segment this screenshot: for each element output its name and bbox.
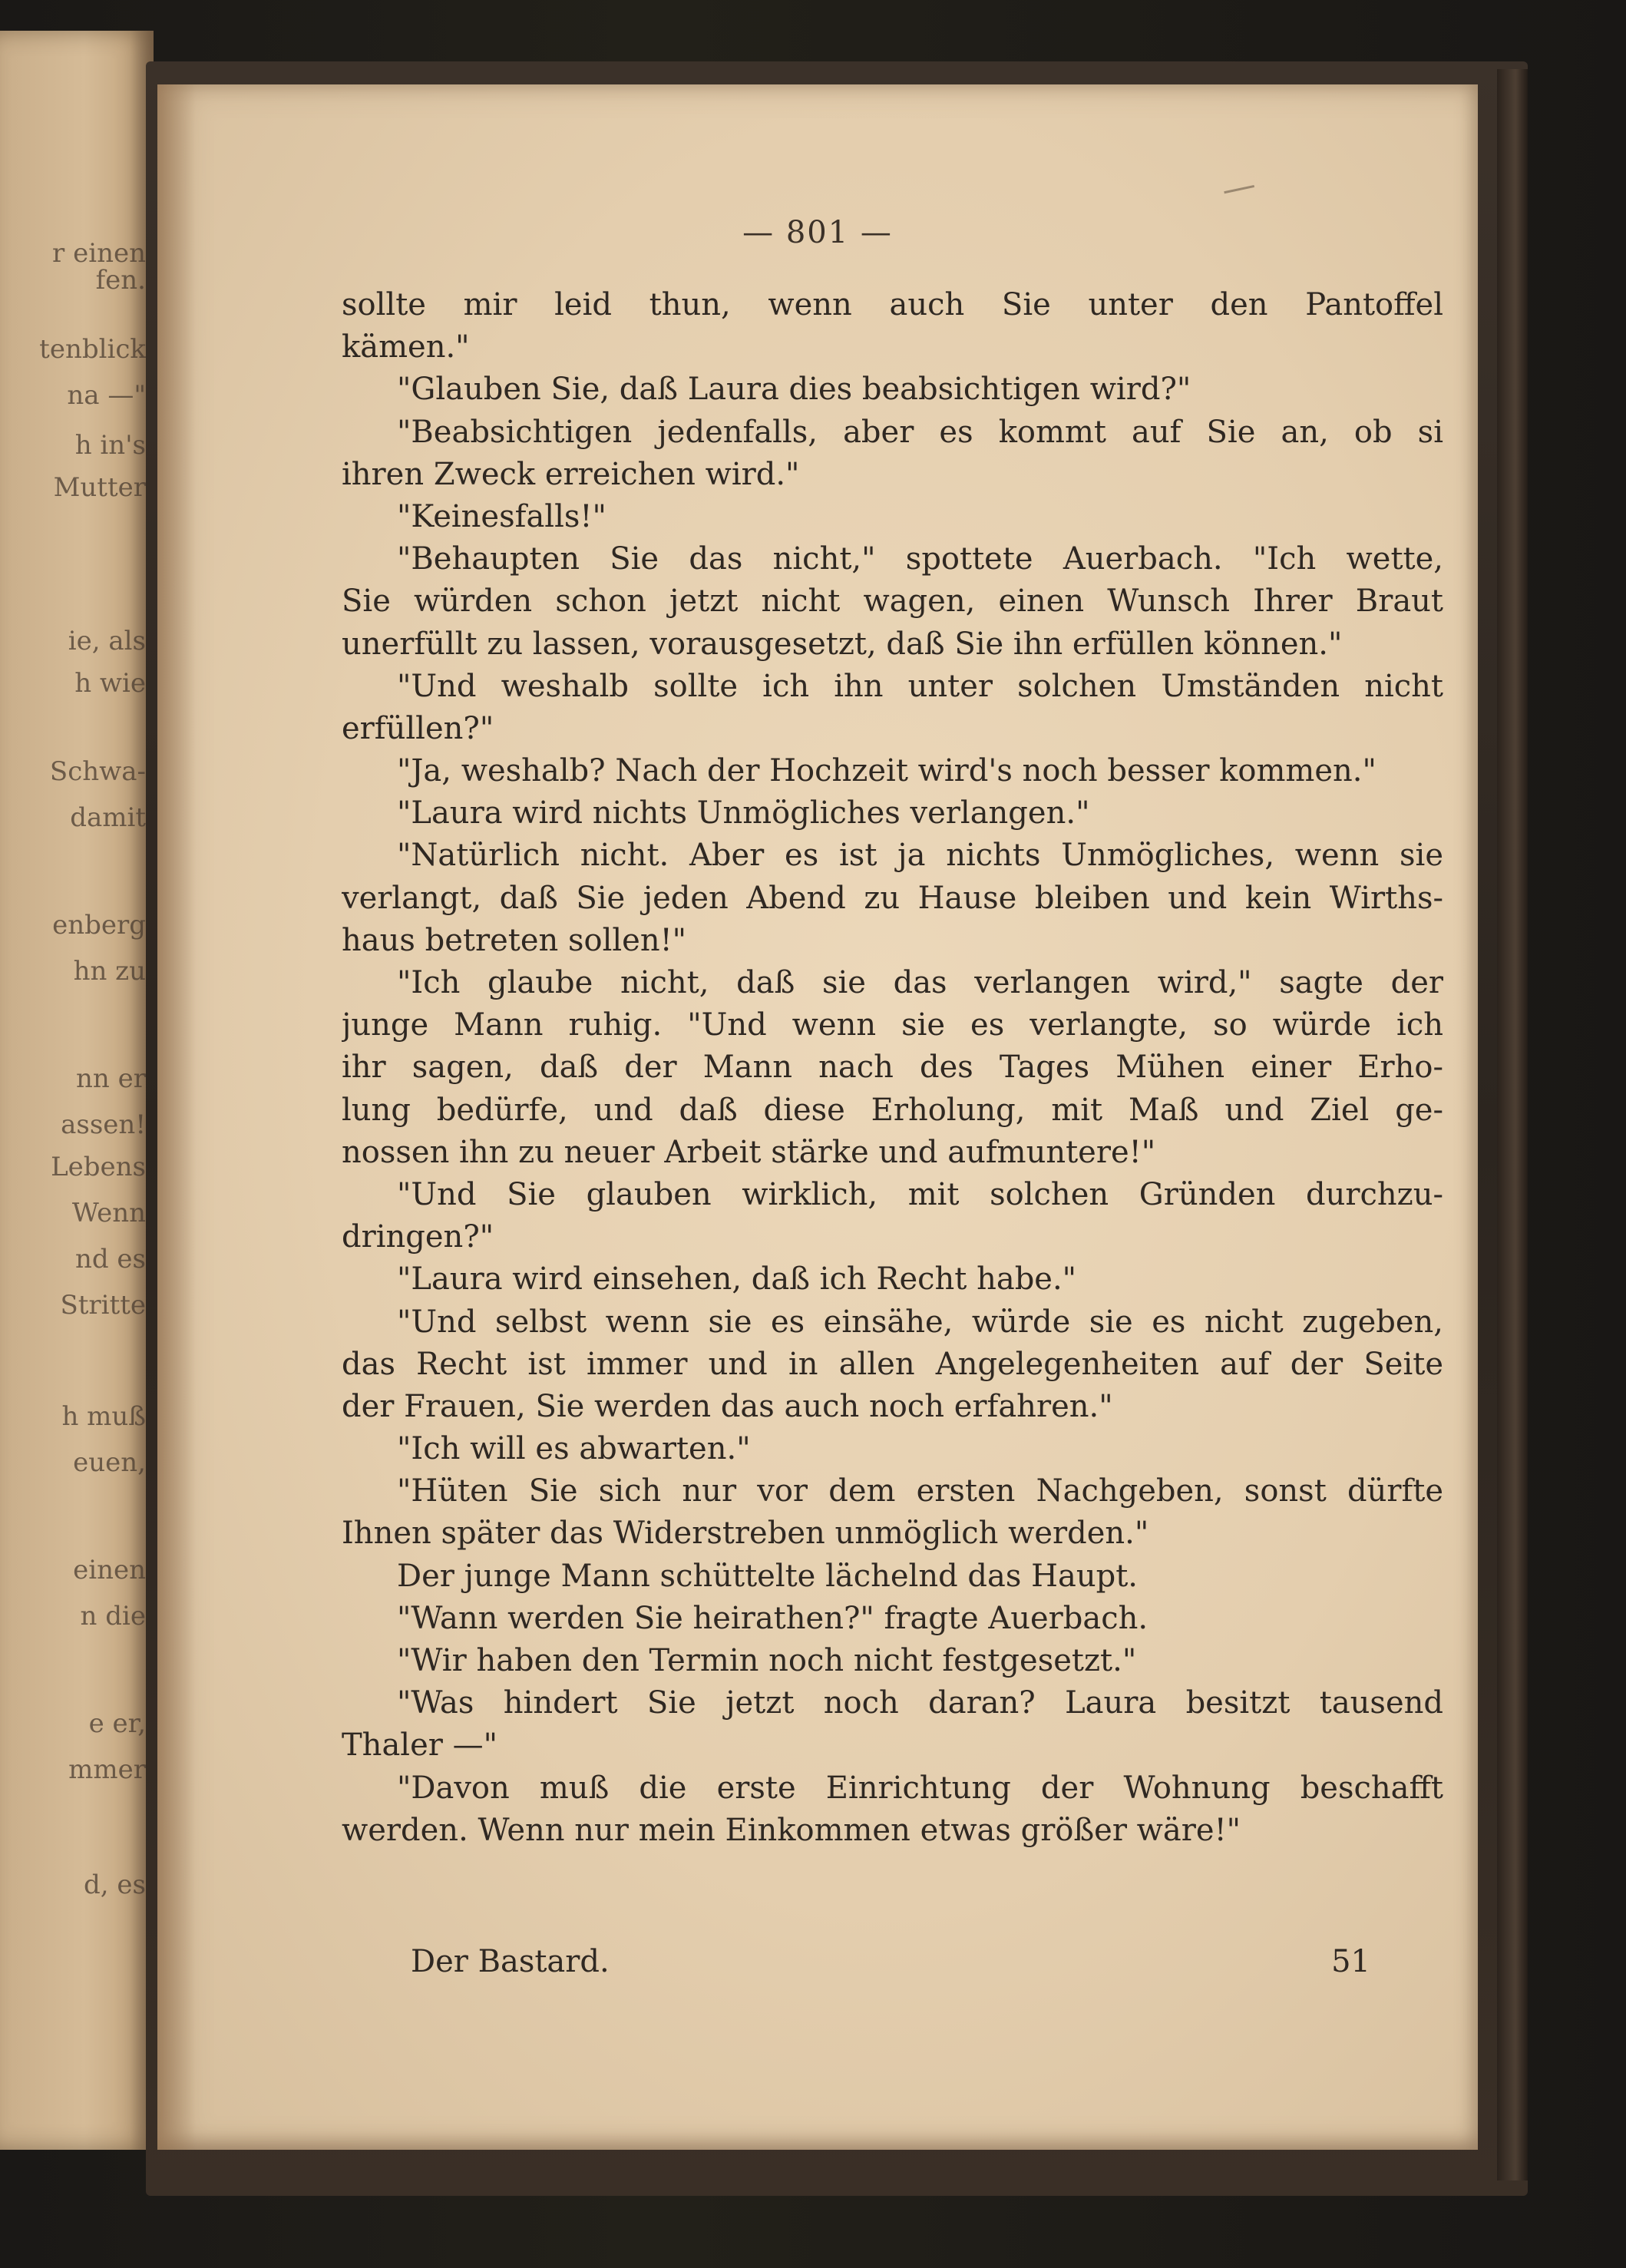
text-line: kämen." (342, 329, 470, 365)
text-line: "Was hindert Sie jetzt noch daran? Laura besitzt tausend (397, 1685, 1443, 1721)
left-page-fragment: Stritte (60, 1290, 146, 1321)
text-line: ihren Zweck erreichen wird." (342, 456, 800, 492)
text-line: erfüllen?" (342, 710, 494, 746)
text-line: unerfüllt zu lassen, vorausgesetzt, daß Sie ihn erfüllen können." (342, 626, 1343, 662)
text-line: "Keinesfalls!" (397, 498, 606, 534)
text-line: Der junge Mann schüttelte lächelnd das Haupt. (397, 1558, 1138, 1594)
left-page-fragment: mmer (68, 1754, 146, 1785)
text-line: Sie würden schon jetzt nicht wagen, einen Wunsch Ihrer Braut (342, 584, 1443, 620)
left-page-fragment: Schwa- (49, 756, 146, 787)
text-line: ihr sagen, daß der Mann nach des Tages Mühen einer Erho- (342, 1050, 1443, 1086)
left-page-fragment: nd es (74, 1244, 146, 1275)
left-page-fragment: r einen (52, 238, 146, 269)
page-number-header: — 801 — (742, 215, 893, 250)
left-page-fragment: tenblick (39, 334, 146, 365)
text-line: "Glauben Sie, daß Laura dies beabsichtigen wird?" (397, 372, 1191, 408)
text-line: dringen?" (342, 1219, 494, 1255)
text-line: "Hüten Sie sich nur vor dem ersten Nachgeben, sonst dürfte (397, 1473, 1443, 1509)
text-line: der Frauen, Sie werden das auch noch erfahren." (342, 1388, 1113, 1424)
left-page-fragment: e er, (88, 1708, 146, 1739)
left-page-fragment: fen. (95, 265, 146, 296)
text-line: "Ich will es abwarten." (397, 1431, 751, 1467)
text-line: "Und Sie glauben wirklich, mit solchen Gründen durchzu- (397, 1176, 1443, 1212)
left-page-fragment: Lebens (51, 1152, 146, 1182)
text-line: "Wann werden Sie heirathen?" fragte Auerbach. (397, 1600, 1148, 1636)
text-line: junge Mann ruhig. "Und wenn sie es verlangte, so würde ich (342, 1007, 1443, 1043)
left-page-fragment: Wenn (71, 1198, 146, 1228)
text-line: sollte mir leid thun, wenn auch Sie unter den Pantoffel (342, 287, 1443, 322)
text-line: Ihnen später das Widerstreben unmöglich werden." (342, 1516, 1149, 1552)
text-line: "Laura wird nichts Unmögliches verlangen." (397, 795, 1090, 831)
left-facing-page (0, 31, 154, 2150)
left-page-fragment: enberg (52, 910, 146, 941)
left-page-fragment: ie, als (68, 626, 146, 656)
left-page-fragment: d, es (84, 1870, 146, 1900)
left-page-fragment: hn zu (73, 956, 146, 987)
signature-number: 51 (1331, 1944, 1370, 1979)
text-line: lung bedürfe, und daß diese Erholung, mit Maß und Ziel ge- (342, 1092, 1443, 1128)
left-page-fragment: assen! (61, 1109, 146, 1140)
left-page-fragment: n die (80, 1601, 146, 1632)
left-page-fragment: Mutter (53, 472, 146, 503)
left-page-fragment: nn er (76, 1063, 146, 1094)
body-text (342, 284, 1443, 1852)
text-line: "Und selbst wenn sie es einsähe, würde sie es nicht zugeben, (397, 1304, 1443, 1340)
text-line: "Natürlich nicht. Aber es ist ja nichts Unmögliches, wenn sie (397, 838, 1443, 874)
left-page-fragment: h in's (74, 430, 146, 461)
text-line: nossen ihn zu neuer Arbeit stärke und aufmuntere!" (342, 1134, 1156, 1170)
page-gutter-shadow (157, 84, 196, 2150)
left-page-fragment: na —" (67, 380, 146, 411)
text-line: "Ja, weshalb? Nach der Hochzeit wird's noch besser kommen." (397, 753, 1376, 789)
text-line: verlangt, daß Sie jeden Abend zu Hause bleiben und kein Wirths- (342, 880, 1443, 916)
pencil-mark (1224, 185, 1255, 200)
text-line: "Davon muß die erste Einrichtung der Wohnung beschafft (397, 1770, 1443, 1806)
left-page-fragment: euen, (73, 1447, 146, 1478)
text-line: "Behaupten Sie das nicht," spottete Auerbach. "Ich wette, (397, 541, 1443, 577)
text-line: "Wir haben den Termin noch nicht festgesetzt." (397, 1643, 1137, 1678)
text-line: haus betreten sollen!" (342, 922, 687, 958)
left-page-fragment: einen (73, 1555, 146, 1585)
text-line: Thaler —" (342, 1727, 497, 1764)
text-line: "Und weshalb sollte ich ihn unter solchen Umständen nicht (397, 668, 1443, 704)
text-line: "Ich glaube nicht, daß sie das verlangen wird," sagte der (397, 965, 1443, 1000)
text-line: das Recht ist immer und in allen Angelegenheiten auf der Seite (342, 1346, 1443, 1382)
text-line: "Beabsichtigen jedenfalls, aber es kommt auf Sie an, ob si (397, 414, 1443, 450)
cover-edge (1497, 69, 1528, 2180)
text-line: "Laura wird einsehen, daß ich Recht habe." (397, 1261, 1077, 1298)
left-page-fragment: damit (70, 802, 146, 833)
left-page-fragment: h muß (61, 1401, 146, 1432)
left-page-fragment: h wie (74, 668, 146, 699)
signature-title: Der Bastard. (411, 1944, 610, 1979)
text-line: werden. Wenn nur mein Einkommen etwas größer wäre!" (342, 1812, 1241, 1848)
book-page (157, 84, 1478, 2150)
